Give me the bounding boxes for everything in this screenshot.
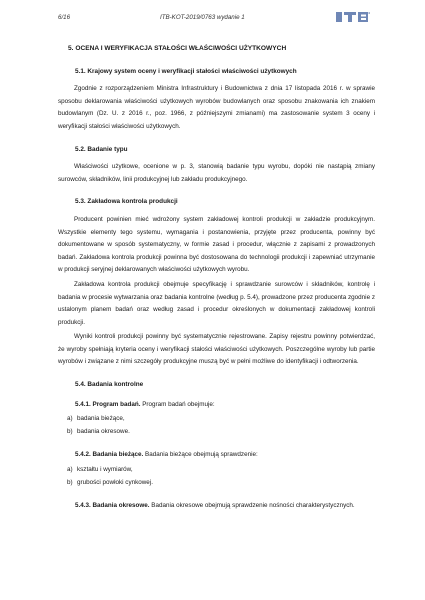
subsection-5-4-3 — [75, 500, 375, 513]
list-marker: a) — [67, 415, 73, 423]
list-item — [67, 477, 375, 490]
subsection-5-4-2 — [75, 449, 375, 462]
subsection-5-4-3-heading: 5.4.3. Badania okresowe. — [75, 502, 150, 510]
subsection-5-4-1 — [75, 399, 375, 412]
paragraph-5-2: Właściwości użytkowe, ocenione w p. 3, stanowią badanie typu wyrobu, dopóki nie nastąpią zmiany surowców, składników, linii produkcyjnej lub zakładu produkcyjnego. — [58, 163, 375, 183]
subsection-5-4-1-heading: 5.4.1. Program badań. — [75, 400, 141, 408]
list-text: kształtu i wymiarów, — [77, 466, 133, 474]
subsection-5-4-1-text: Program badań obejmuje: — [140, 400, 215, 408]
list-item — [67, 464, 375, 477]
page-header — [0, 11, 425, 25]
list-marker: a) — [67, 466, 73, 474]
paragraph-5-3-b: Zakładowa kontrola produkcji obejmuje specyfikację i sprawdzanie surowców i składników, kontrolę i badania w procesie wytwarzania oraz badania kontrolne (według p. 5.4), prowadzone przez producenta zgodnie z ustalonym planem badań oraz według zasad i procedur określonych w dokumentacji zakładowej kontroli produkcji. — [58, 280, 375, 326]
document-body — [58, 43, 375, 515]
paragraph-5-1: Zgodnie z rozporządzeniem Ministra Infrastruktury i Budownictwa z dnia 17 listopada 2016 r. w sprawie sposobu deklarowania właściwości użytkowych wyrobów budowlanych oraz sposobu znakowania ich znakiem budowlanym (Dz. U. z 2016 r., poz. 1966, z późniejszymi zmianami) ma zastosowanie system 3 oceny i weryfikacji stałości właściwości użytkowych. — [58, 85, 375, 130]
subsection-5-3-title: 5.3. Zakładowa kontrola produkcji — [75, 198, 178, 206]
list-marker: b) — [67, 427, 73, 435]
list-text: badania okresowe. — [77, 427, 130, 435]
list-text: badania bieżące, — [77, 415, 125, 423]
itb-logo — [336, 12, 370, 22]
subsection-5-1-title: 5.1. Krajowy system oceny i weryfikacji stałości właściwości użytkowych — [75, 67, 297, 75]
document-title: ITB-KOT-2019/0763 wydanie 1 — [160, 14, 245, 21]
paragraph-5-3-c: Wyniki kontroli produkcji powinny być systematycznie rejestrowane. Zapisy rejestru powinny potwierdzać, że wyroby spełniają kryteria oceny i weryfikacji stałości właściwości użytkowych. Poszczególne wyroby lub partie wyrobów i związane z nimi szczegóły produkcyjne muszą być w pełni możliwe do identyfikacji i odtworzenia. — [58, 333, 375, 366]
subsection-5-4-2-heading: 5.4.2. Badania bieżące. — [75, 451, 144, 459]
section-title: 5. OCENA I WERYFIKACJA STAŁOŚCI WŁAŚCIWOŚCI UŻYTKOWYCH — [68, 45, 287, 52]
subsection-5-4-2-text: Badania bieżące obejmują sprawdzenie: — [143, 451, 258, 459]
list-item — [67, 426, 375, 439]
subsection-5-4-3-text: Badania okresowe obejmują sprawdzenie nośności charakterystycznych. — [149, 502, 355, 510]
paragraph-5-3-a: Producent powinien mieć wdrożony system zakładowej kontroli produkcji w zakładzie produkcyjnym. Wszystkie elementy tego systemu, wymagania i postanowienia, przyjęte przez producenta, powinny być dokumentowane w sposób systematyczny, w formie zasad i procedur, włącznie z zapisami z prowadzonych badań. Zakładowa kontrola produkcji powinna być dostosowana do technologii produkcji i zapewniać utrzymanie w produkcji seryjnej deklarowanych właściwości użytkowych wyrobu. — [58, 215, 375, 274]
list-text: grubości powłoki cynkowej. — [77, 478, 153, 486]
subsection-5-4-title: 5.4. Badania kontrolne — [75, 381, 144, 389]
subsection-5-2-title: 5.2. Badanie typu — [75, 145, 128, 153]
page-number: 6/16 — [58, 14, 71, 21]
list-item — [67, 413, 375, 426]
list-marker: b) — [67, 478, 73, 486]
